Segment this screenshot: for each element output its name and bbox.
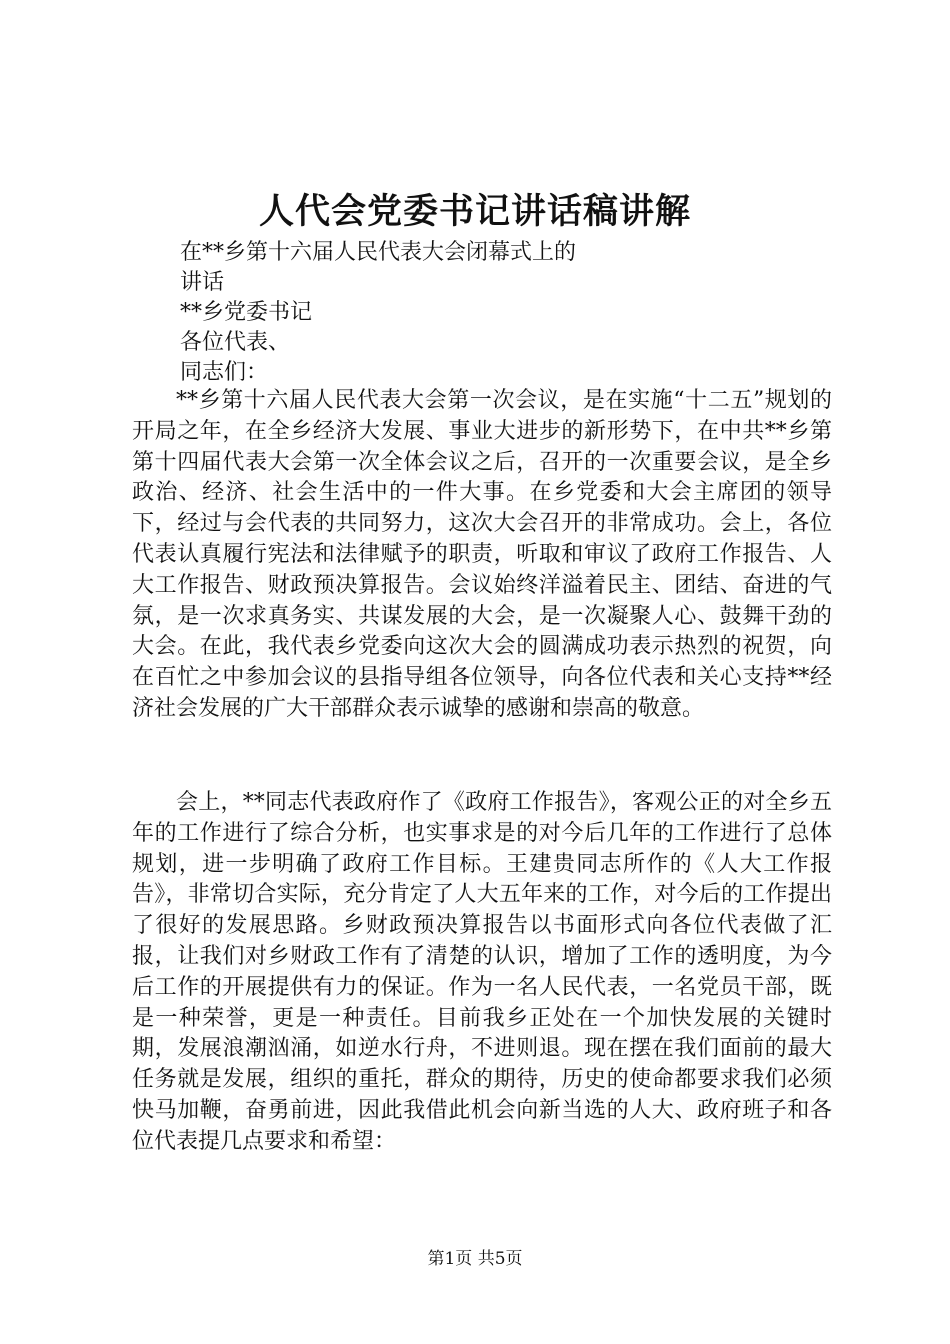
speech-label: 讲话	[180, 270, 225, 295]
speaker-line: **乡党委书记	[180, 300, 313, 325]
page-footer: 第1页 共5页	[427, 1249, 523, 1269]
body-paragraph-1: **乡第十六届人民代表大会第一次会议，是在实施“十二五”规划的开局之年，在全乡经济大发展、事业大进步的新形势下，在中共**乡第第十四届代表大会第一次全体会议之后，召开的一次重要会议，是全乡政治、经济、社会生活中的一件大事。在乡党委和大会主席团的领导下，经过与会代表的共同努力，这次大会召开的非常成功。会上，各位代表认真履行宪法和法律赋予的职责，听取和审议了政府工作报告、人大工作报告、财政预决算报告。会议始终洋溢着民主、团结、奋进的气氛，是一次求真务实、共谋发展的大会，是一次凝聚人心、鼓舞干劲的大会。在此，我代表乡党委向这次大会的圆满成功表示热烈的祝贺，向在百忙之中参加会议的县指导组各位领导，向各位代表和关心支持**经济社会发展的广大干部群众表示诚挚的感谢和崇高的敬意。	[132, 388, 832, 721]
body-paragraph-2: 会上，**同志代表政府作了《政府工作报告》，客观公正的对全乡五年的工作进行了综合分析，也实事求是的对今后几年的工作进行了总体规划，进一步明确了政府工作目标。王建贵同志所作的《人大工作报告》，非常切合实际，充分肯定了人大五年来的工作，对今后的工作提出了很好的发展思路。乡财政预决算报告以书面形式向各位代表做了汇报，让我们对乡财政工作有了清楚的认识，增加了工作的透明度，为今后工作的开展提供有力的保证。作为一名人民代表，一名党员干部，既是一种荣誉，更是一种责任。目前我乡正处在一个加快发展的关键时期，发展浪潮汹涌，如逆水行舟，不进则退。现在摆在我们面前的最大任务就是发展，组织的重托，群众的期待，历史的使命都要求我们必须快马加鞭，奋勇前进，因此我借此机会向新当选的人大、政府班子和各位代表提几点要求和希望：	[132, 790, 832, 1154]
speech-occasion-line: 在**乡第十六届人民代表大会闭幕式上的	[180, 240, 577, 265]
document-title: 人代会党委书记讲话稿讲解	[258, 191, 691, 232]
salutation-line-1: 各位代表、	[180, 330, 291, 355]
salutation-line-2: 同志们：	[180, 360, 269, 385]
